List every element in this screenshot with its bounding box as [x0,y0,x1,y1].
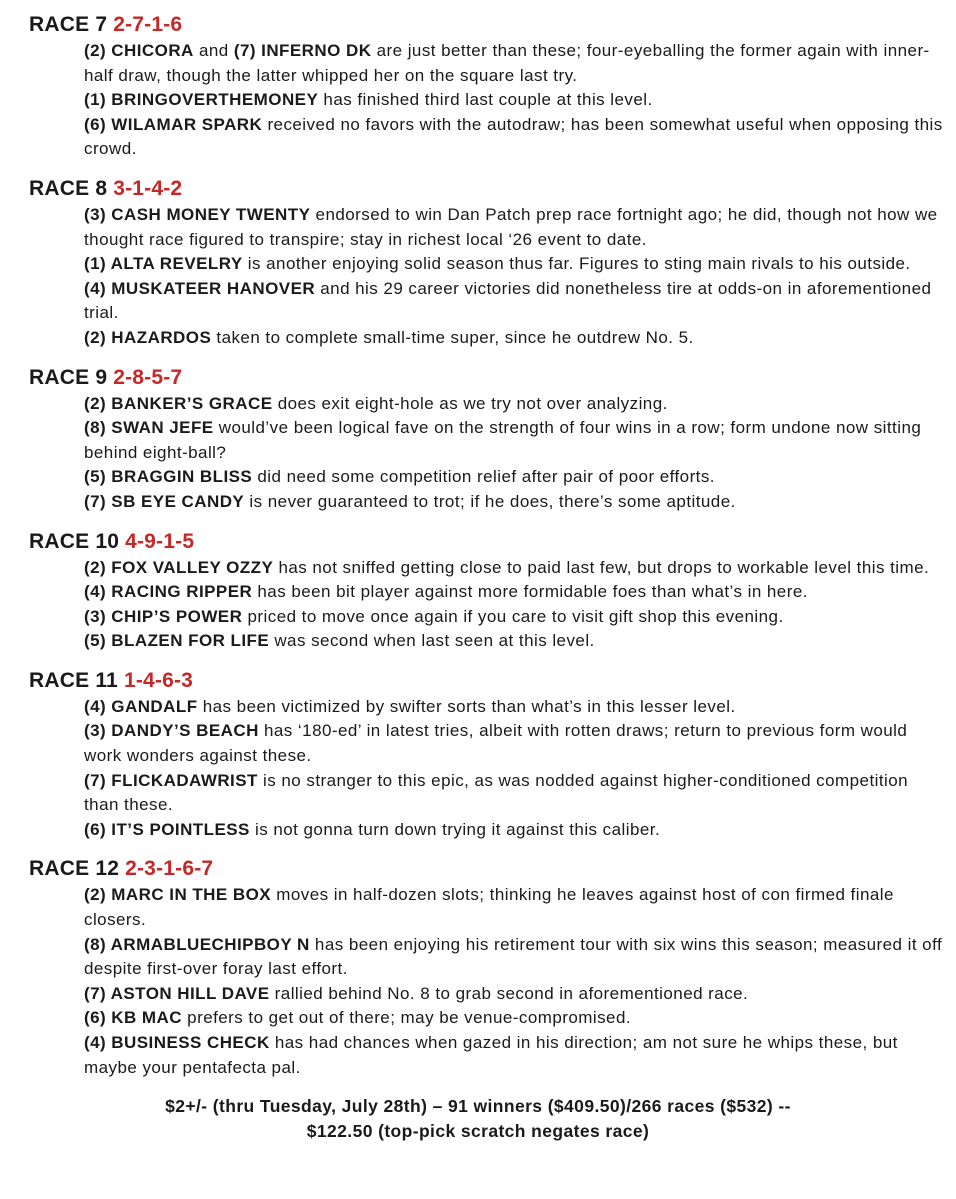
pick-line [84,719,944,768]
horse-name: (7) SB EYE CANDY [84,491,245,511]
pick-line [84,326,944,351]
section-spacer [29,162,956,176]
section-spacer [29,842,956,856]
race-analysis [84,556,944,654]
horse-name: (2) FOX VALLEY OZZY [84,557,274,577]
race-section [29,856,956,1080]
horse-name: (8) SWAN JEFE [84,418,214,438]
pick-text: has been bit player against more formidable foes than what’s in here. [252,582,808,602]
pick-line [84,252,944,277]
race-picks: 2-7-1-6 [113,13,183,36]
pick-line [84,113,944,162]
race-section [29,668,956,843]
race-header [29,529,956,555]
race-analysis [84,39,944,162]
pick-text: moves in half-dozen slots; thinking he leaves against host of con firmed finale closers. [84,885,894,930]
pick-text: has been enjoying his retirement tour with six wins this season; measured it off despite first-over foray last effort. [84,934,943,979]
race-section [29,365,956,515]
section-spacer [29,351,956,365]
pick-text: has been victimized by swifter sorts than what’s in this lesser level. [197,696,736,716]
race-header [29,12,956,38]
horse-name: (3) CASH MONEY TWENTY [84,204,311,224]
race-analysis [84,203,944,351]
pick-text: prefers to get out of there; may be venue-compromised. [182,1008,632,1028]
pick-text: and [193,41,234,60]
race-picks: 1-4-6-3 [123,668,194,692]
horse-name: (6) KB MAC [84,1008,182,1028]
pick-text: received no favors with the autodraw; has been somewhat useful when opposing this crowd. [84,114,943,159]
pick-text: has ‘180-ed’ in latest tries, albeit with rotten draws; return to previous form would work wonders against these. [84,721,908,766]
pick-text: endorsed to win Dan Patch prep race fortnight ago; he did, though not how we thought race figured to transpire; stay in richest local ‘26 event to date. [84,204,938,249]
pick-text: is another enjoying solid season thus far. Figures to sting main rivals to his outside. [242,254,911,274]
horse-name: (1) ALTA REVELRY [84,254,243,274]
pick-text: rallied behind No. 8 to grab second in aforementioned race. [269,983,749,1003]
horse-name: (4) BUSINESS CHECK [84,1033,270,1052]
pick-text: is not gonna turn down trying it against this caliber. [249,819,661,839]
race-label: RACE 8 [29,176,108,200]
horse-name: (7) ASTON HILL DAVE [84,983,270,1003]
horse-name: (8) ARMABLUECHIPBOY N [84,934,310,954]
horse-name: (1) BRINGOVERTHEMONEY [84,90,319,110]
horse-name: (4) GANDALF [84,696,198,716]
race-label: RACE 9 [29,365,108,389]
race-header [29,856,956,882]
pick-line [84,605,944,630]
pick-text: would’ve been logical fave on the strength of four wins in a row; form undone now sitting behind eight-ball? [84,418,922,462]
pick-text: was second when last seen at this level. [269,631,595,651]
pick-line [84,39,944,88]
race-section [29,12,956,162]
section-spacer [29,654,956,668]
horse-name: (2) BANKER’S GRACE [84,393,273,413]
pick-text: are just better than these; four-eyeballing the former again with inner-half draw, though the latter whipped her on the square last try. [84,41,930,85]
pick-line [84,490,944,515]
pick-line [84,88,944,113]
pick-line [84,933,944,982]
race-header [29,365,956,391]
race-picks: 2-8-5-7 [113,365,183,389]
pick-line [84,392,944,417]
horse-name: (2) CHICORA [84,41,194,60]
pick-line [84,769,944,818]
pick-line [84,883,944,932]
horse-name: (2) HAZARDOS [84,327,212,347]
pick-line [84,818,944,843]
pick-line [84,1031,944,1080]
horse-name: (6) IT’S POINTLESS [84,819,250,839]
footer-line-2: $122.50 (top-pick scratch negates race) [306,1121,650,1142]
pick-text: is never guaranteed to trot; if he does, there’s some aptitude. [244,491,736,511]
race-label: RACE 11 [29,668,118,692]
pick-text: has had chances when gazed in his direction; am not sure he whips these, but maybe your pentafecta pal. [84,1033,898,1077]
horse-name: (4) RACING RIPPER [84,582,253,602]
horse-name: (5) BRAGGIN BLISS [84,467,253,487]
race-analysis [84,392,944,515]
pick-line [84,629,944,654]
race-analysis [84,883,944,1080]
horse-name: (3) CHIP’S POWER [84,606,243,626]
pick-text: priced to move once again if you care to visit gift shop this evening. [242,606,784,626]
race-label: RACE 7 [29,13,108,36]
pick-text: taken to complete small-time super, since he outdrew No. 5. [211,327,694,347]
horse-name: (7) FLICKADAWRIST [84,770,258,790]
race-picks: 4-9-1-5 [125,529,195,553]
pick-line [84,556,944,581]
race-picks: 2-3-1-6-7 [125,857,214,881]
race-header [29,176,956,202]
pick-line [84,203,944,252]
season-record-footer [0,1094,956,1144]
race-header [29,668,956,694]
pick-line [84,416,944,465]
horse-name: (2) MARC IN THE BOX [84,885,272,905]
pick-text: did need some competition relief after pair of poor efforts. [252,467,715,487]
race-label: RACE 10 [29,529,120,553]
race-label: RACE 12 [29,857,120,881]
race-section [29,529,956,654]
pick-line [84,695,944,720]
horse-name: (6) WILAMAR SPARK [84,114,263,134]
horse-name: (4) MUSKATEER HANOVER [84,278,316,298]
pick-line [84,465,944,490]
pick-line [84,277,944,326]
section-spacer [29,515,956,529]
pick-text: has not sniffed getting close to paid last few, but drops to workable level this time. [273,557,930,577]
horse-name: (3) DANDY’S BEACH [84,721,259,741]
horse-name: (5) BLAZEN FOR LIFE [84,631,270,651]
horse-name: (7) INFERNO DK [233,41,372,60]
footer-line-1: $2+/- (thru Tuesday, July 28th) – 91 winners ($409.50)/266 races ($532) -- [165,1096,791,1117]
pick-line [84,580,944,605]
pick-line [84,982,944,1007]
race-picks: 3-1-4-2 [113,176,183,200]
race-section [29,176,956,351]
pick-text: is no stranger to this epic, as was nodded against higher-conditioned competition than these. [84,770,909,815]
pick-text: and his 29 career victories did nonetheless tire at odds-on in aforementioned trial. [84,278,932,323]
race-analysis [84,695,944,843]
pick-text: has finished third last couple at this level. [318,90,653,110]
pick-text: does exit eight-hole as we try not over analyzing. [272,393,668,413]
pick-line [84,1006,944,1031]
